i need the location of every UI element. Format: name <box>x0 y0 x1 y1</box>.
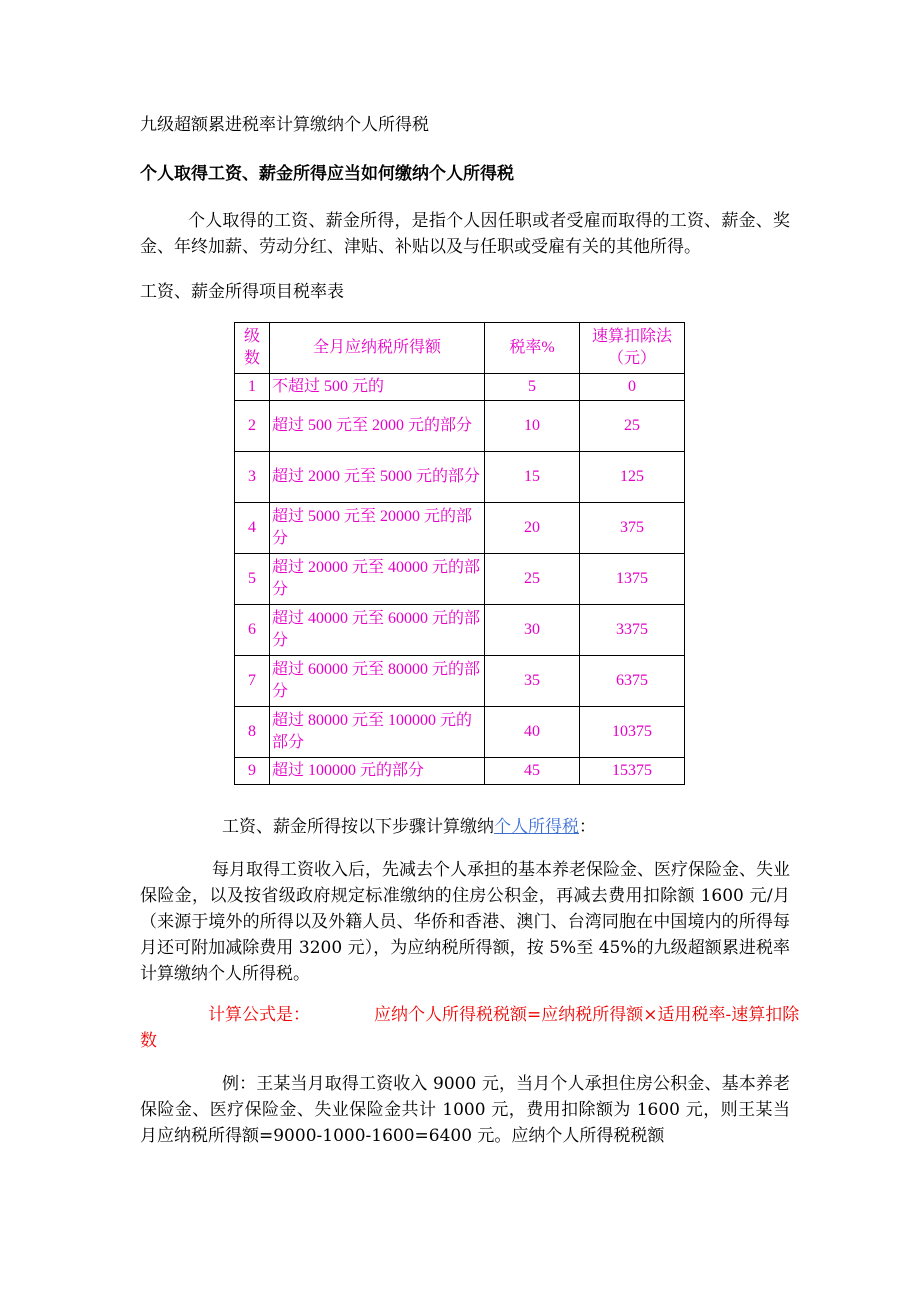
table-row <box>235 707 685 758</box>
cell-level: 9 <box>235 758 270 785</box>
cell-deduction: 10375 <box>580 707 685 758</box>
cell-deduction: 125 <box>580 452 685 503</box>
steps-text: 工资、薪金所得按以下步骤计算缴纳 <box>222 817 494 837</box>
cell-level: 1 <box>235 374 270 401</box>
table-row <box>235 554 685 605</box>
cell-level: 7 <box>235 656 270 707</box>
cell-deduction: 25 <box>580 401 685 452</box>
section-heading: 个人取得工资、薪金所得应当如何缴纳个人所得税 <box>140 164 514 184</box>
cell-range: 不超过 500 元的 <box>270 374 485 401</box>
table-row <box>235 758 685 785</box>
cell-deduction: 3375 <box>580 605 685 656</box>
calculation-paragraph: 每月取得工资收入后，先减去个人承担的基本养老保险金、医疗保险金、失业保险金，以及按省级政府规定标准缴纳的住房公积金，再减去费用扣除额 1600 元/月（来源于境外的所得以及外籍人员、华侨和香港、澳门、台湾同胞在中国境内的所得每月还可附加减除费用 3200 元），为应纳税所得额，按 5%至 45%的九级超额累进税率计算缴纳个人所得税。 <box>140 860 790 984</box>
cell-rate: 10 <box>485 401 580 452</box>
cell-rate: 5 <box>485 374 580 401</box>
cell-range: 超过 2000 元至 5000 元的部分 <box>270 452 485 503</box>
formula-block <box>140 1002 800 1054</box>
cell-level: 6 <box>235 605 270 656</box>
formula-label: 计算公式是： <box>208 1005 310 1025</box>
cell-deduction: 6375 <box>580 656 685 707</box>
cell-deduction: 15375 <box>580 758 685 785</box>
example-paragraph: 例：王某当月取得工资收入 9000 元，当月个人承担住房公积金、基本养老保险金、医疗保险金、失业保险金共计 1000 元，费用扣除额为 1600 元，则王某当月应纳税所得额=9000-1000-1600=6400 元。应纳个人所得税税额 <box>140 1074 790 1146</box>
cell-range: 超过 500 元至 2000 元的部分 <box>270 401 485 452</box>
cell-rate: 20 <box>485 503 580 554</box>
document-title: 九级超额累进税率计算缴纳个人所得税 <box>140 115 429 135</box>
cell-level: 5 <box>235 554 270 605</box>
cell-rate: 25 <box>485 554 580 605</box>
cell-level: 3 <box>235 452 270 503</box>
table-row <box>235 374 685 401</box>
formula-expression: 应纳个人所得税税额=应纳税所得额×适用税率-速算扣除数 <box>140 1005 800 1051</box>
steps-line <box>222 815 596 839</box>
cell-rate: 30 <box>485 605 580 656</box>
cell-level: 4 <box>235 503 270 554</box>
cell-range: 超过 80000 元至 100000 元的部分 <box>270 707 485 758</box>
cell-deduction: 1375 <box>580 554 685 605</box>
steps-suffix: ： <box>579 817 596 837</box>
cell-range: 超过 20000 元至 40000 元的部分 <box>270 554 485 605</box>
cell-range: 超过 5000 元至 20000 元的部分 <box>270 503 485 554</box>
intro-paragraph: 个人取得的工资、薪金所得，是指个人因任职或者受雇而取得的工资、薪金、奖金、年终加薪、劳动分红、津贴、补贴以及与任职或受雇有关的其他所得。 <box>140 211 790 257</box>
income-tax-link[interactable]: 个人所得税 <box>494 817 579 837</box>
cell-range: 超过 40000 元至 60000 元的部分 <box>270 605 485 656</box>
header-rate: 税率% <box>485 323 580 374</box>
cell-rate: 40 <box>485 707 580 758</box>
cell-deduction: 0 <box>580 374 685 401</box>
table-row <box>235 656 685 707</box>
table-header-row <box>235 323 685 374</box>
cell-range: 超过 100000 元的部分 <box>270 758 485 785</box>
header-range: 全月应纳税所得额 <box>270 323 485 374</box>
table-caption: 工资、薪金所得项目税率表 <box>140 282 344 302</box>
header-level: 级数 <box>235 323 270 374</box>
table-row <box>235 503 685 554</box>
cell-deduction: 375 <box>580 503 685 554</box>
header-deduction: 速算扣除法（元） <box>580 323 685 374</box>
cell-rate: 15 <box>485 452 580 503</box>
cell-level: 8 <box>235 707 270 758</box>
tax-rate-table <box>234 322 685 785</box>
cell-level: 2 <box>235 401 270 452</box>
table-row <box>235 401 685 452</box>
cell-rate: 45 <box>485 758 580 785</box>
table-row <box>235 605 685 656</box>
table-row <box>235 452 685 503</box>
cell-rate: 35 <box>485 656 580 707</box>
cell-range: 超过 60000 元至 80000 元的部分 <box>270 656 485 707</box>
